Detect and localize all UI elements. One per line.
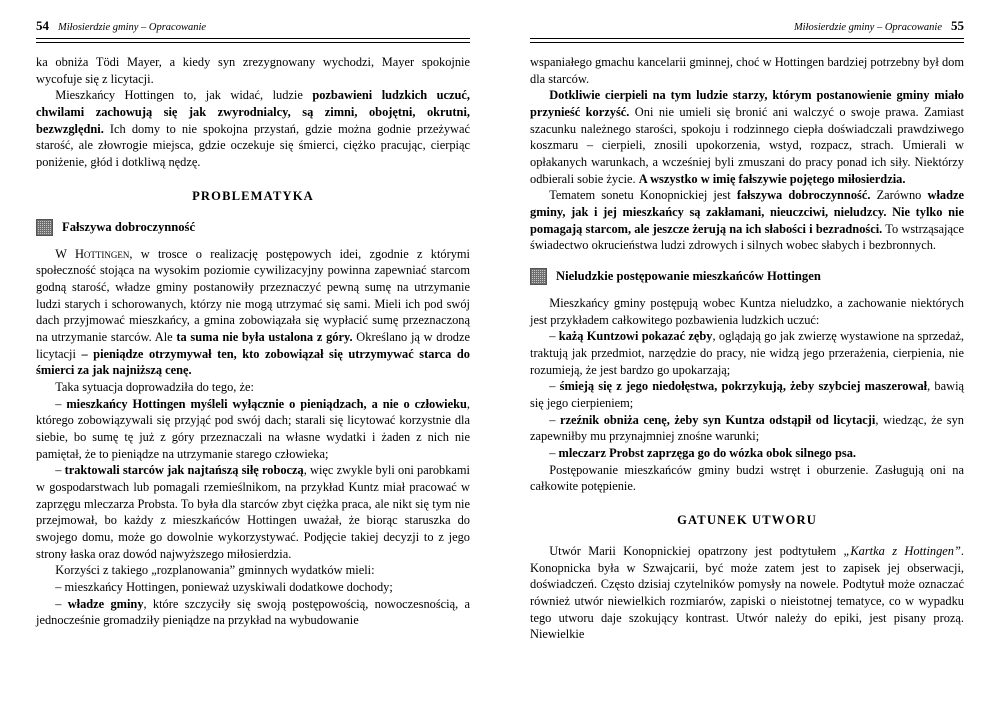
running-head-title-right: Miłosierdzie gminy – Opracowanie [793,22,942,33]
subheading-label: Fałszywa dobroczynność [62,219,196,234]
list-item: – traktowali starców jak najtańszą siłę roboczą, więc zwykle byli oni parobkami w gospodarstwach lub pomagali rzemieślnikom, na przykład Kuntz miał pracować w zaprzęgu mleczarza Probsta. To była dla starców zbyt ciężka praca, ale nikt się tym nie przejmował, bo każdy z mieszkańców Hottingen uważał, że biorąc staruszka do swojego domu, może go dowolnie wykorzystywać. Podjęcie takiej decyzji to z jego strony łaska oraz dowód najwyższego miłosierdzia. [36,463,470,561]
paragraph: Korzyści z takiego „rozplanowania” gminnych wydatków mieli: [55,563,375,578]
paragraph: Mieszkańcy Hottingen to, jak widać, ludzie pozbawieni ludzkich uczuć, chwilami zachowują się jak zwyrodnialcy, są zimni, obojętni, okrutni, bezwzględni. Ich domy to nie spokojna przystań, gdzie można godnie przeżywać starość, ale złowrogie miejsca, gdzie oczekuje się śmierci, ciężko pracując, cierpiąc poniżenie, głód i dotkliwą nędzę. [36,88,471,170]
header-rule-right [530,38,964,43]
list-item: – mleczarz Probst zaprzęga go do wózka obok silnego psa. [549,446,856,461]
list-item: – rzeźnik obniża cenę, żeby syn Kuntza odstąpił od licytacji, wiedząc, że syn zapewniłby mu przynajmniej znośne warunki; [530,412,964,444]
column-right [530,54,964,643]
section-title-problematyka: PROBLEMATYKA [192,188,314,203]
list-item: – mieszkańcy Hottingen myśleli wyłącznie o pieniądzach, a nie o człowieku, którego zobowiązywali się przyjąć pod swój dach; starali się licytować korzystnie dla siebie, bo sumę tę już z góry przeznaczali na własne wydatki i żaden z nich nie pamiętał, że to pieniądze na utrzymanie starego człowieka; [36,396,470,461]
page-number-right: 55 [951,18,964,33]
paragraph: Taka sytuacja doprowadziła do tego, że: [55,380,254,395]
running-head-right [530,18,964,34]
list-item: – śmieją się z jego niedołęstwa, pokrzykują, żeby szybciej maszerował, bawią się jego cierpieniem; [530,379,965,411]
paragraph: W Hottingen, w trosce o realizację postępowych idei, zgodnie z którymi społeczność stojąca na wysokim poziomie cywilizacyjny powinna zapewniać starcom godną starość, władze gminy postanowiły przeznaczyć pewną sumę na utrzymanie ludzi starych i schorowanych, którzy nie mogą utrzymać się sami. Mieli ich pod swój dach przyjmować mieszkańcy, a gmina zobowiązała się wypłacić sumę przeznaczoną na utrzymanie starców. Ale ta suma nie była ustalona z góry. Określano ją w drodze licytacji – pieniądze otrzymywał ten, kto zobowiązał się utrzymywać starca do śmierci za jak najniższą cenę. [36,246,470,378]
running-head-title-left: Miłosierdzie gminy – Opracowanie [58,22,207,33]
header-rule-left [36,38,470,43]
ornament-icon [530,268,547,285]
paragraph: Utwór Marii Konopnickiej opatrzony jest podtytułem „Kartka z Hottingen”. Konopnicka była w Szwajcarii, być może zatem jest to zapisek jej obserwacji, doświadczeń. Często dzisiaj czytelników pomysły na nowele. Podtytuł może oznaczać również utwór niewielkich rozmiarów, zapiski o nieistotnej tematyce, co w wypadku tego utworu daje szokujący kontrast. Utwór należy do epiki, jest pisany prozą. Niewielkie [530,544,964,642]
page-right [500,0,1000,712]
subheading-falszywa-dobroczynnosc [36,219,470,236]
paragraph: wspaniałego gmachu kancelarii gminnej, choć w Hottingen bardziej potrzebny był dom dla starców. [530,55,964,86]
list-item: – mieszkańcy Hottingen, ponieważ uzyskiwali dodatkowe dochody; [55,580,393,595]
ornament-icon [36,219,53,236]
page-number-left: 54 [36,18,49,33]
running-head-left [36,18,470,34]
section-title-gatunek-utworu: GATUNEK UTWORU [677,513,817,528]
subheading-nieludzkie-postepowanie [530,268,964,285]
list-item: – każą Kuntzowi pokazać zęby, oglądają go jak zwierzę wystawione na sprzedaż, traktują jak przedmiot, narzędzie do pracy, nie widzą jego przerażenia, cierpienia, nie rozumieją, że jest bardzo go upokarzają; [530,329,964,377]
paragraph: Mieszkańcy gminy postępują wobec Kuntza nieludzko, a zachowanie niektórych jest przykładem całkowitego pozbawienia ludzkich uczuć: [530,296,964,327]
list-item: – władze gminy, które szczyciły się swoją postępowością, nowoczesnością, a jednocześnie gromadziły pieniądze na przykład na wybudowanie [36,596,470,628]
paragraph: ka obniża Tödi Mayer, a kiedy syn zrezygnowany wychodzi, Mayer spokojnie wycofuje się z licytacji. [36,55,470,86]
paragraph: Postępowanie mieszkańców gminy budzi wstręt i oburzenie. Zasługują oni na całkowite potępienie. [530,462,964,494]
paragraph: Dotkliwie cierpieli na tym ludzie starzy, którym postanowienie gminy miało przynieść korzyść. Oni nie umieli się bronić ani walczyć o swoje prawa. Zamiast szacunku należnego starości, spokoju i rodzinnego ciepła doświadczali prawdziwego koszmaru – cierpieli, znosili upokorzenia, wstyd, rozpacz, strach. Umierali w opłakanych warunkach, a wcześniej byli zmuszani do pracy ponad ich siły. Niektórzy odbierali sobie życie. A wszystko w imię fałszywie pojętego miłosierdzia. [530,88,964,186]
paragraph: Tematem sonetu Konopnickiej jest fałszywa dobroczynność. Zarówno władze gminy, jak i jej mieszkańcy są zakłamani, nieuczciwi, nieludzcy. Nie tylko nie pomagają starcom, ale jeszcze żerują na ich słabości i bezradności. To wstrząsające świadectwo okrucieństwa ludzi zdrowych i silnych wobec słabych i bezbronnych. [530,188,964,253]
column-left [36,54,470,629]
subheading-label: Nieludzkie postępowanie mieszkańców Hottingen [556,269,821,284]
